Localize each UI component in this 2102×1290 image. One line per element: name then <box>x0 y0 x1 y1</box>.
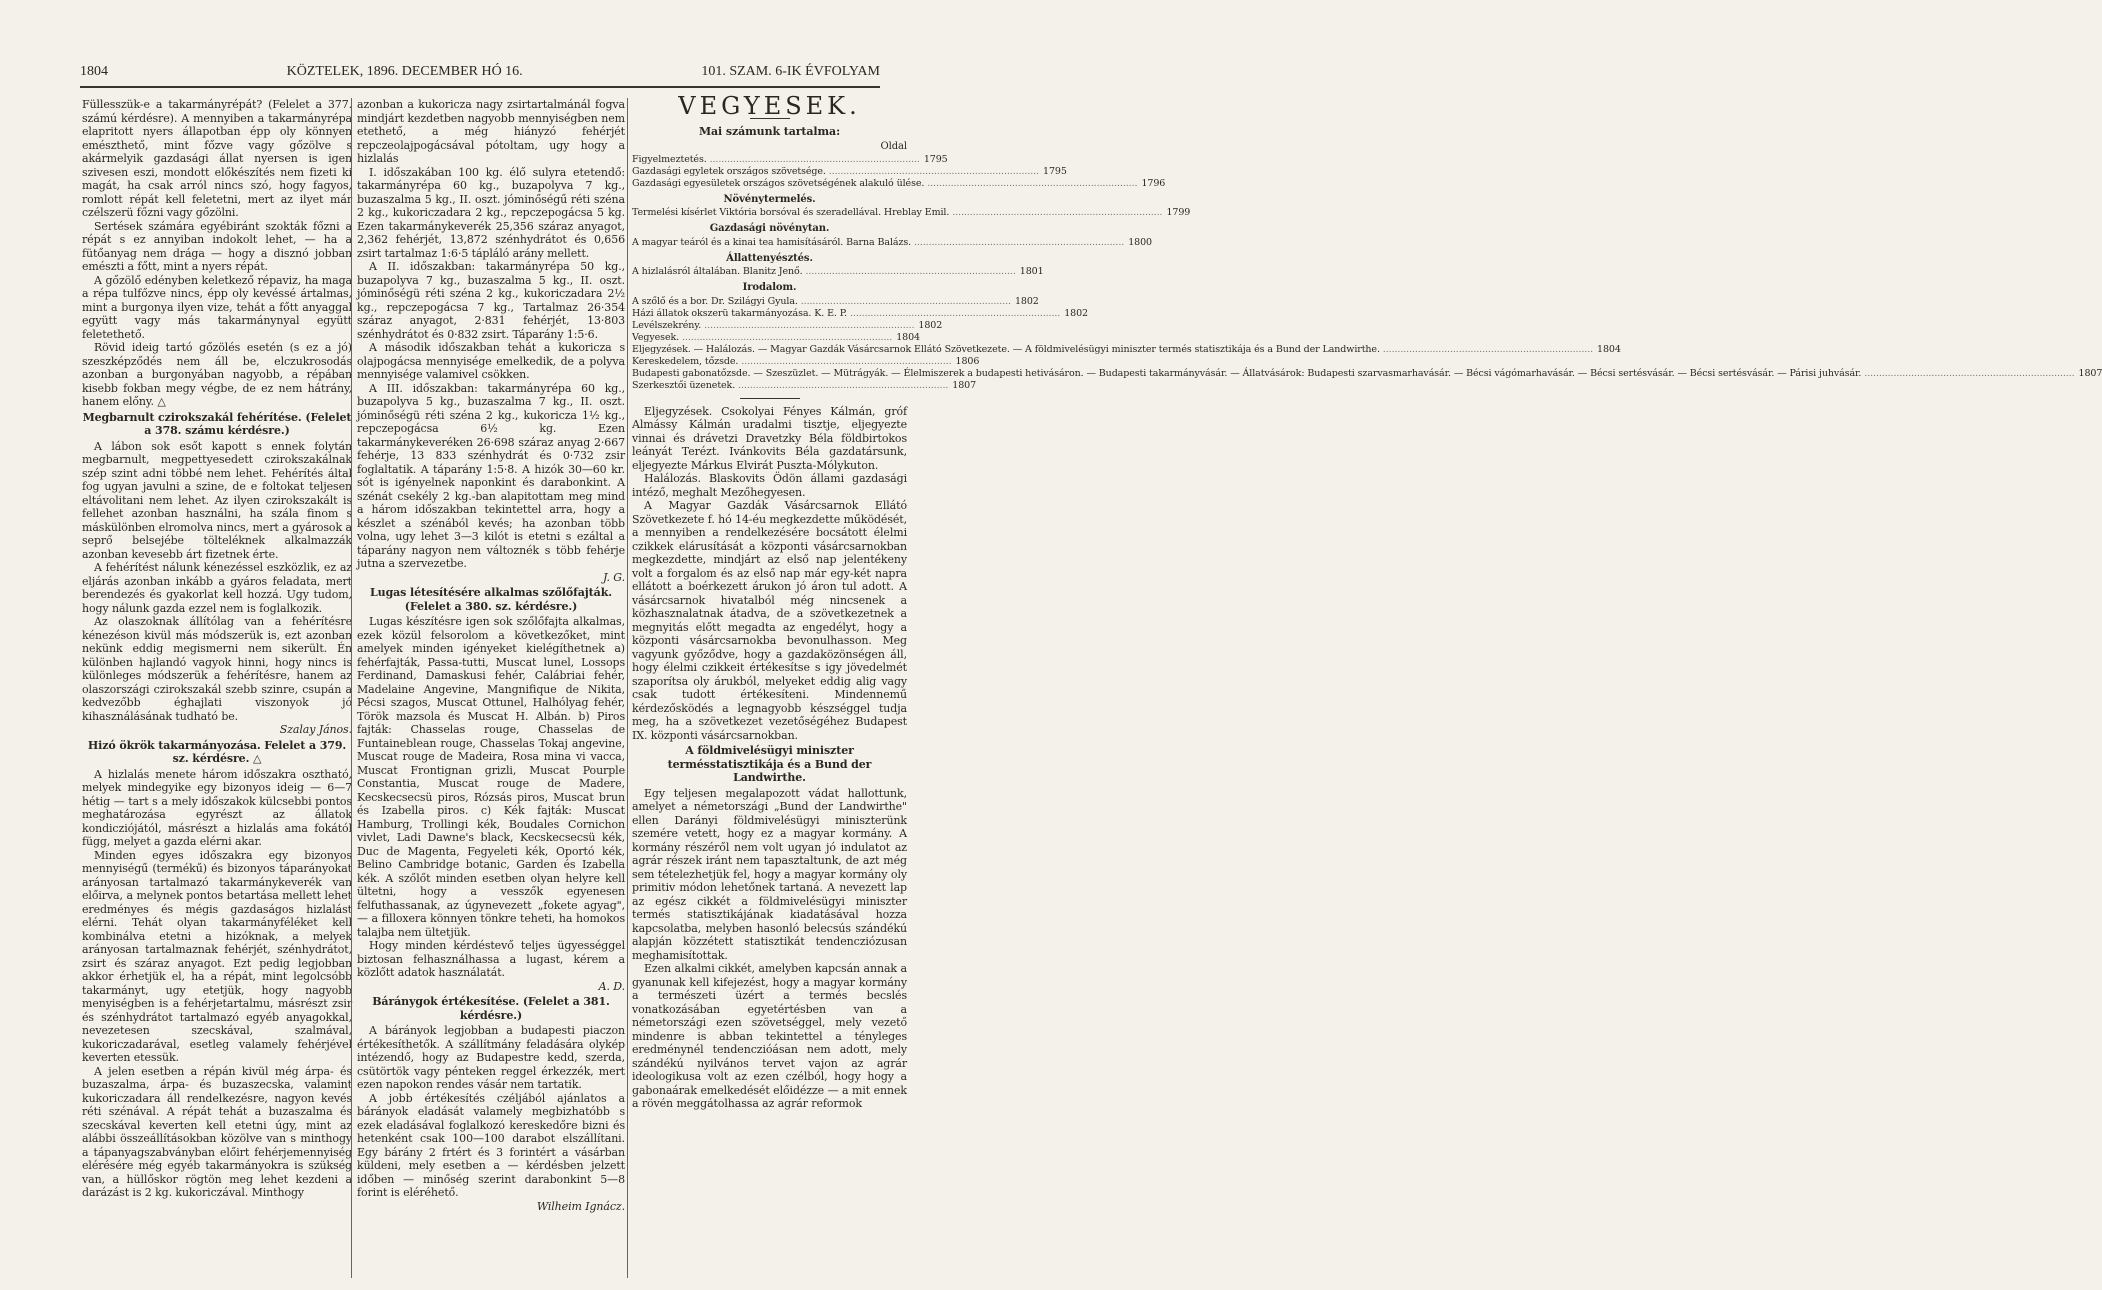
article-signature: Szalay János. <box>279 723 352 736</box>
article-paragraph: Füllesszük-e a takarmányrépát? (Felelet a 377. számú kérdésre). A mennyiben a takarmányrépa elapritott nyers állapotban épp oly könnyen emészthető, mint főzve vagy gőzölve s akármelyik gazdasági állat nyersen is igen szivesen eszi, mondott előkészítés nem fizeti ki magát, ha csak arról nincs szó, hogy fagyos, romlott répát kell feletetni, mert az ilyet már czélszerü főzni vagy gőzölni. <box>82 98 352 219</box>
article-paragraph: A bárányok legjobban a budapesti piaczon értékesíthetők. A szállítmány feladására olykép intézendő, hogy az Budapestre kedd, szerda, csütörtök vagy pénteken reggel érkezzék, mert ezen napokon rendes vásár nem tartatik. <box>357 1024 625 1091</box>
toc-section-heading: Irodalom. <box>742 282 797 293</box>
toc-entry-title: A magyar teáról és a kinai tea hamisításáról. Barna Balázs. ..... <box>632 237 1124 249</box>
toc-entry-page: 1795 <box>923 153 948 165</box>
column-2 <box>357 98 625 1278</box>
toc-entry-page: 1796 <box>1141 177 1166 189</box>
article-paragraph: Az olaszoknak állítólag van a fehérítésre kénezéson kivül más módszerük is, ezt azonban nekünk eddig megismerni nem sikerült. Én különben hajlandó vagyok hinni, hogy nincs is különleges módszerük a fehérítésre, hanem az olaszországi czirokszakál szebb szinre, csupán a kedvezőbb éghajlati viszonyok jó kihasználásának tudható be. <box>82 615 352 723</box>
article-paragraph: A fehérítést nálunk kénezéssel eszközlik, ez az eljárás azonban inkább a gyáros feladata, mert berendezés és gyakorlat kell hozzá. Ugy tudom, hogy nálunk gazda ezzel nem is foglalkozik. <box>82 561 352 615</box>
toc-section-heading: Gazdasági növénytan. <box>709 223 830 234</box>
issue-label: 101. SZAM. 6-IK ÉVFOLYAM <box>701 64 880 79</box>
header-rule <box>80 86 880 88</box>
toc-rule <box>740 398 800 399</box>
article-paragraph: Hogy minden kérdéstevő teljes ügyességgel biztosan felhasználhassa a lugast, kérem a közlőtt adatok használatát. <box>357 939 625 979</box>
column-divider-1 <box>351 98 352 1278</box>
toc-entry <box>632 207 1191 219</box>
toc-entry-page: 1802 <box>918 319 943 331</box>
article-paragraph: A hizlalás menete három időszakra osztható, melyek mindegyike egy bizonyos ideig — 6—7 hétig — tart s a mely időszakok külcsebbi pontos meghatározása egyrészt az állatok kondicziójától, másrészt a hizlalás ama fokától függ, melyet a gazda elérni akar. <box>82 767 352 848</box>
toc-section-heading: Állattenyésztés. <box>726 252 813 264</box>
toc-entry-title: Figyelmeztetés. ..... <box>632 154 920 166</box>
toc-entry-title: Szerkesztői üzenetek. ..... <box>632 380 948 392</box>
table-of-contents <box>632 153 2102 392</box>
article-paragraph: Eljegyzések. Csokolyai Fényes Kálmán, gróf Almássy Kálmán uradalmi tisztje, eljegyezte vinnai és drávetzi Dravetzky Béla földbirtokos leányát Terézt. Ivánkovits Béla gazdatársunk, eljegyezte Márkus Elvirát Puszta-Mólykuton. <box>632 404 907 472</box>
toc-entry <box>632 236 1152 249</box>
article-heading: A földmivelésügyi miniszter termésstatisztikája és a Bund der Landwirthe. <box>667 744 872 784</box>
article-signature: Wilheim Ignácz. <box>536 1199 625 1213</box>
article-paragraph: Sertések számára egyébiránt szokták főzni a répát s ez annyiban indokolt lehet, — ha a fütőanyag nem drága — hogy a disznó jobban emészti a főtt, mint a nyers répát. <box>82 219 352 273</box>
toc-entry <box>632 295 1039 308</box>
toc-entry <box>632 367 2102 380</box>
article-paragraph: A jobb értékesítés czéljából ajánlatos a bárányok eladását valamely megbizhatóbb s ezek eladásával foglalkozó kereskedőre bizni és hetenként csak 100—100 darabot elszállítani. Egy bárány 2 frtért és 3 forintért a vásárban küldeni, mely esetben a — kérdésben jelzett időben — minőség szerint darabonkint 5—8 forint is eléréhető. <box>357 1091 625 1199</box>
article-signature: J. G. <box>603 570 625 584</box>
article-signature: A. D. <box>598 979 625 993</box>
toc-entry-page: 1807 <box>2078 367 2102 379</box>
toc-entry-page: 1804 <box>1597 343 1621 355</box>
toc-entry-page: 1799 <box>1166 207 1191 218</box>
toc-entry-page: 1801 <box>1019 266 1044 277</box>
toc-entry-page: 1795 <box>1043 165 1067 177</box>
article-paragraph: Lugas készítésre igen sok szőlőfajta alkalmas, ezek közül felsorolom a következőket, mint amelyek minden igényeket kielégíthetnek a) fehérfajták, Passa-tutti, Muscat lunel, Lossops Ferdinand, Damaskusi fehér, Calábriai fehér, Madelaine Angevine, Mangnifique de Nikita, Pécsi szagos, Muscat Ottunel, Halhólyag fehér, Török mazsola és Muscat H. Albán. b) Piros fajták: Chasselas rouge, Chasselas de Funtaineblean rouge, Chasselas Tokaj angevine, Muscat rouge de Madeira, Rosa mina vi vacca, Muscat Frontignan grizli, Muscat Pourple Constantia, Muscat rouge de Madere, Kecskecsecsü piros, Rózsás piros, Muscat brun és Izabella piros. c) Kék fajták: Muscat Hamburg, Trollingi kék, Boudales Cornichon vivlet, Ladi Dawne's black, Kecskecsecsü kék, Duc de Magenta, Fegyeleti kék, Oportó kék, Belino Cambridge botanic, Garden és Izabella kék. A szőlőt minden esetben olyan helyre kell ültetni, hogy a vesszők egyenesen felfuthassanak, az úgynevezett „fokete agyag", — a filloxera könnyen tönkre teheti, ha homokos talajba nem ültetjük. <box>357 615 625 939</box>
page-header <box>80 62 880 82</box>
article-paragraph: azonban a kukoricza nagy zsirtartalmánál fogva mindjárt kezdetben nagyobb mennyiségben nem etethető, a még hiányzó fehérjét repczeolajpogácsával pótoltam, ugy hogy a hizlalás <box>357 98 625 165</box>
article-heading: Hizó ökrök takarmányozása. Felelet a 379. sz. kérdésre. △ <box>87 738 347 765</box>
toc-entry-title: A szőlő és a bor. Dr. Szilágyi Gyula. ..... <box>632 296 1011 308</box>
article-paragraph: A III. időszakban: takarmányrépa 60 kg., buzapolyva 5 kg., buzaszalma 7 kg., II. oszt. jóminőségü réti széna 2 kg., kukoricza 1½ kg., repczepogácsa 6½ kg. Ezen takarmánykeveréken 26·698 száraz anyag 2·667 fehérje, 13 833 szénhydrát és 0·732 zsir foglaltatik. A táparány 1:5·8. A hizók 30—60 kr. sót is igényelnek naponkint és darabonkint. A szénát csekély 2 kg.-ban alapitottam meg mind a három időszakban tekintettel arra, hogy a készlet a szénából kevés; ha azonban több volna, ugy lehet 3—3 kilót is etetni s ezáltal a táparány nagyon nem változnék s több fehérje jutna a szervezetbe. <box>357 381 625 570</box>
toc-section-heading: Növénytermelés. <box>723 193 816 205</box>
article-paragraph: A jelen esetben a répán kivül még árpa- és buzaszalma, árpa- és buzaszecska, valamint kukoriczadara áll rendelkezésre, nagyon kevés réti szénával. A répát tehát a buzaszalma és szecskával keverten kell etetni úgy, mint az alábbi összeállításokban közölve van s minthogy a tápanyagszabványban előirt fehérjemennyiség elérésére még egyéb takarmányokra is szükség van, a hüllőskor rögtön meg lehet kezdeni a darázást is 2 kg. kukoriczával. Minthogy <box>82 1064 352 1199</box>
column-3-articles <box>632 405 907 1111</box>
toc-entry <box>632 266 1044 278</box>
toc-entry <box>632 165 1067 178</box>
toc-entry <box>632 355 980 368</box>
article-paragraph: A Magyar Gazdák Vásárcsarnok Ellátó Szövetkezete f. hó 14-éu megkezdette működését, a mennyiben a rendelkezésére bocsátott élelmi czikkek elárusítását a központi vásárcsarnokban megkezdette, mindjárt az első nap jelentékeny volt a forgalom és az első nap már egy-két napra ellátott a boérkezett árukon jó áron tul adott. A vásárcsarnok hivatalból még nincsenek a közhasznalatnak átadva, de a szövetkezetnek a megnyitás előtt megadta az engedélyt, hogy a központi vásárcsarnokba bevonulhasson. Meg vagyunk győződve, hogy a gazdaközönségen áll, hogy élelmi czikkeit értékesítse s igy jövedelmét szaporítsa oly árukból, melyeket eddig alig vagy csak tudott értékesíteni. Mindennemű kérdezősködés a legnagyobb készséggel tudja meg, ha a szövetkezet vezetőségéhez Budapest IX. központi vásárcsarnokban. <box>632 499 907 742</box>
toc-title: Mai számunk tartalma: <box>698 124 841 138</box>
page-number: 1804 <box>80 64 108 79</box>
toc-entry-page: 1800 <box>1128 236 1152 248</box>
article-heading: Báránygok értékesítése. (Felelet a 381. kérdésre.) <box>372 995 610 1022</box>
toc-entry <box>632 379 977 392</box>
toc-entry <box>632 153 948 166</box>
toc-entry-title: Eljegyzések. — Halálozás. — Magyar Gazdák Vásárcsarnok Ellátó Szövetkezete. — A földmivelésügyi miniszter termés statisztikája és a Bund der Landwirthe. ..... <box>632 344 1593 356</box>
toc-entry <box>632 319 943 332</box>
toc-entry-page: 1802 <box>1014 295 1039 307</box>
article-paragraph: A II. időszakban: takarmányrépa 50 kg., buzapolyva 7 kg., buzaszalma 5 kg., II. oszt. jóminőségü réti széna 2 kg., kukoriczadara 2½ kg., repczepogácsa 7 kg., Tartalmaz 26·354 száraz anyagot, 2·831 fehérjét, 13·803 szénhydrátot és 0·832 zsirt. Táparány 1:5·6. <box>357 260 625 341</box>
article-paragraph: A gőzölő edényben keletkező répaviz, ha maga a répa tulfőzve nincs, épp oly kevéssé ártalmas, mint a burgonya ilyen vize, tehát a főtt anyaggal együtt vagy más takarmánynyal együtt feletethető. <box>82 273 352 341</box>
article-paragraph: I. időszakában 100 kg. élő sulyra etetendő: takarmányrépa 60 kg., buzapolyva 7 kg., buzaszalma 5 kg., II. oszt. jóminőségű réti széna 2 kg., kukoriczadara 2 kg., repczepogácsa 5 kg. Ezen takarmánykeverék 25,356 száraz anyagot, 2,362 fehérjét, 13,872 szénhydrátot és 0,656 zsirt tartalmaz 1:6·5 tápláló arány mellett. <box>357 165 625 260</box>
toc-entry-title: Házi állatok okszerü takarmányozása. K. E. P. ..... <box>632 308 1060 320</box>
toc-entry-title: Vegyesek. ..... <box>632 332 892 344</box>
section-title: VEGYESEK. <box>678 92 861 120</box>
toc-entry-page: 1806 <box>955 355 980 367</box>
toc-entry-title: Termelési kísérlet Viktória borsóval és szeradellával. Hreblay Emil. ..... <box>632 207 1162 219</box>
article-paragraph: Minden egyes időszakra egy bizonyos mennyiségű (termékű) és bizonyos táparányokat arányosan tartalmazó takarmánykeverék van előirva, a melynek pontos betartása mellett lehet eredményes és mégis gazdaságos hizlalást elérni. Tehát olyan takarmányféléket kell kombinálva etetni a hizóknak, a melyek arányosan tartalmaznak fehérjét, szénhydrátot, zsirt és száraz anyagot. Ezt pedig legjobban akkor érhetjük el, ha a répát, mint legolcsóbb takarmányt, ugy etetjük, hogy nagyobb menyiségben is a fehérjetartalmu, másrészt zsir és szénhydrátot tartalmazó egyéb anyagokkal, nevezetesen szecskával, szalmával, kukoriczadarával, esetleg valamely fehérjével keverten etessük. <box>82 848 352 1064</box>
article-paragraph: A második időszakban tehát a kukoricza s olajpogácsa mennyisége emelkedik, de a polyva mennyisége valamivel csökken. <box>357 341 625 381</box>
toc-entry <box>632 177 1166 190</box>
toc-page-label: Oldal <box>880 141 907 152</box>
toc-entry-page: 1807 <box>952 379 977 391</box>
toc-entry-title: Budapesti gabonatőzsde. — Szeszüzlet. — Mütrágyák. — Élelmiszerek a budapesti hetivásáron. — Budapesti takarmányvásár. — Állatvásárok: Budapesti szarvasmarhavásár. — Bécsi vágómarhavásár. — Bécsi sertésvásár. — Bécsi sertésvásár. — Párisi juhvásár. ..... <box>632 368 2075 380</box>
article-heading: Lugas létesítésére alkalmas szőlőfajták. (Felelet a 380. sz. kérdésre.) <box>370 586 612 613</box>
column-1 <box>82 98 352 1278</box>
column-divider-2 <box>627 98 628 1278</box>
toc-entry-title: Levélszekrény. ..... <box>632 320 914 332</box>
toc-entry <box>632 307 1088 320</box>
article-paragraph: Halálozás. Blaskovits Ödön állami gazdasági intéző, meghalt Mezőhegyesen. <box>632 472 907 499</box>
article-paragraph: Rövid ideig tartó gőzölés esetén (s ez a jó) szeszképződés nem áll be, elczukrosodás azonban a burgonyában nagyobb, a répában kisebb fokban megy végbe, de ez nem hátrány, hanem előny. △ <box>82 341 352 408</box>
article-paragraph: A lábon sok esőt kapott s ennek folytán megbarnult, megpettyesedett czirokszakálnak szép szint adni többé nem lehet. Fehérítés által fog ugyan javulni a szine, de e foltokat teljesen eltávolitani nem lehet. Az ilyen czirokszakált is fellehet azonban használni, ha szála finom s máskülönben elromolva nincs, mert a gyárosok a seprő belsejébe tölteléknek alkalmazzák azonban kevesebb árt fizetnek érte. <box>82 439 352 561</box>
toc-entry-page: 1802 <box>1064 307 1088 319</box>
toc-entry-title: Gazdasági egyletek országos szövetsége. ..... <box>632 166 1039 178</box>
article-paragraph: Egy teljesen megalapozott vádat hallottunk, amelyet a németországi „Bund der Landwirthe" ellen Darányi földmivelésügyi miniszterünk szemére vetett, hogy ez a magyar kormány. A kormány részéről nem volt ugyan jó indulatot az agrár részek iránt nem tapasztaltunk, de azt még sem tételezhetjük fel, hogy a magyar kormány oly primitiv módon lehetőnek tartaná. A nevezett lap az egész cikkét a földmivelésügyi miniszter termés statisztikájának kiadatásával hozza kapcsolatba, melyben hasonló belecsús szándékú alapján közzétett statisztikát tendencziózusan meghamisítottak. <box>632 786 907 962</box>
toc-entry <box>632 343 1621 356</box>
toc-entry-title: Kereskedelem, tőzsde. ..... <box>632 356 952 368</box>
toc-entry-title: A hizlalásról általában. Blanitz Jenő. ..... <box>632 266 1016 278</box>
column-3 <box>632 92 2102 1278</box>
article-heading: Megbarnult czirokszakál fehérítése. (Felelet a 378. számu kérdésre.) <box>82 410 352 437</box>
article-paragraph: Ezen alkalmi cikkét, amelyben kapcsán annak a gyanunak kell kifejezést, hogy a magyar kormány a természeti üzért a termés becslés vonatkozásában egyetértésben van a németországi ezen szövetséggel, mely vezető mindenre is abban tekintettel a tényleges eredménynél tendenczióásan nem adott, mely szándékú nyilvános tervet vajon az agrár ideologikusa volt az ezen czélból, hogy hogy a gabonaárak emelkedését előidézze — a mit ennek a rövén meggátolhassa az agrár reformok <box>632 962 907 1110</box>
toc-entry <box>632 331 920 344</box>
toc-entry-page: 1804 <box>896 331 920 343</box>
toc-entry-title: Gazdasági egyesületek országos szövetségének alakuló ülése. ..... <box>632 178 1137 190</box>
publication-title: KÖZTELEK, 1896. DECEMBER HÓ 16. <box>286 64 523 79</box>
